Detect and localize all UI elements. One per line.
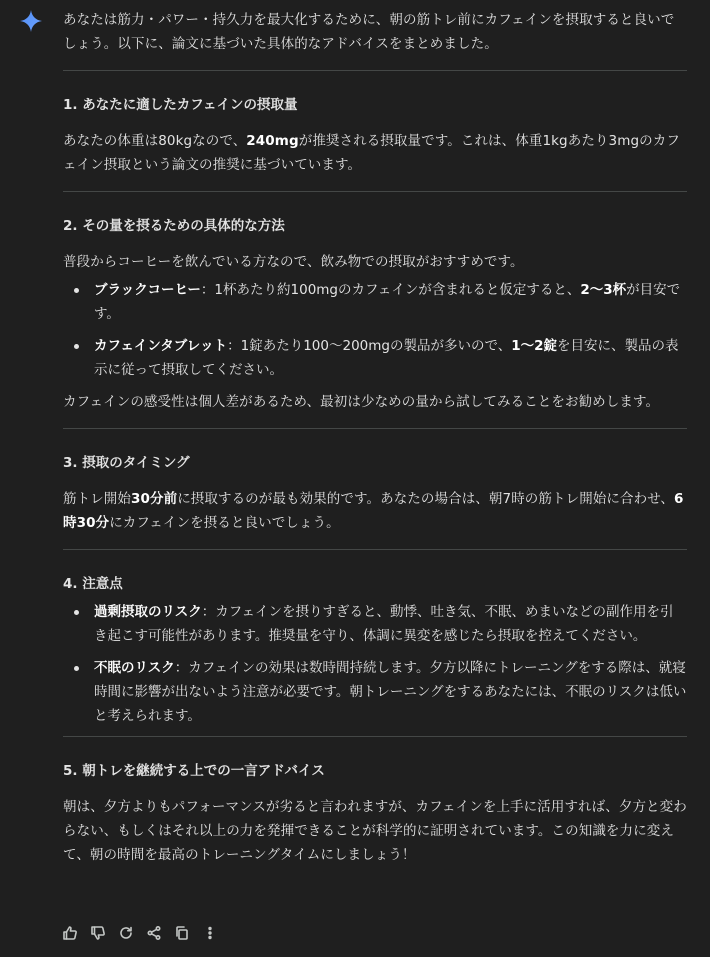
bullet-list <box>63 278 687 382</box>
section-paragraph: カフェインの感受性は個人差があるため、最初は少なめの量から試してみることをお勧めします。 <box>63 394 660 410</box>
list-item: カフェインタブレット：1錠あたり100〜200mgの製品が多いので、1〜2錠を目安に、製品の表示に従って摂取してください。 <box>94 334 687 382</box>
section-heading: 1. あなたに適したカフェインの摂取量 <box>63 97 298 113</box>
divider <box>63 549 687 550</box>
list-item: ブラックコーヒー：1杯あたり約100mgのカフェインが含まれると仮定すると、2〜3杯が目安です。 <box>94 278 687 326</box>
list-item: 不眠のリスク：カフェインの効果は数時間持続します。夕方以降にトレーニングをする際は、就寝時間に影響が出ないよう注意が必要です。朝トレーニングをするあなたには、不眠のリスクは低いと考えられます。 <box>94 656 687 728</box>
intro-paragraph: あなたは筋力・パワー・持久力を最大化するために、朝の筋トレ前にカフェインを摂取すると良いでしょう。以下に、論文に基づいた具体的なアドバイスをまとめました。 <box>63 12 675 52</box>
section-heading: 3. 摂取のタイミング <box>63 455 190 471</box>
response-actions <box>62 924 218 942</box>
list-item: 過剰摂取のリスク：カフェインを摂りすぎると、動悸、吐き気、不眠、めまいなどの副作用を引き起こす可能性があります。推奨量を守り、体調に異変を感じたら摂取を控えてください。 <box>94 600 687 648</box>
more-vert-icon[interactable] <box>202 924 218 942</box>
divider <box>63 428 687 429</box>
thumbs-up-icon[interactable] <box>62 924 78 942</box>
section-paragraph: 朝は、夕方よりもパフォーマンスが劣ると言われますが、カフェインを上手に活用すれば、夕方と変わらない、もしくはそれ以上の力を発揮できることが科学的に証明されています。この知識を力に変えて、朝の時間を最高のトレーニングタイムにしましょう！ <box>63 799 687 863</box>
section-paragraph: あなたの体重は80kgなので、240mgが推奨される摂取量です。これは、体重1kgあたり3mgのカフェイン摂取という論文の推奨に基づいています。 <box>63 133 680 173</box>
divider <box>63 70 687 71</box>
regenerate-icon[interactable] <box>118 924 134 942</box>
divider <box>63 736 687 737</box>
share-icon[interactable] <box>146 924 162 942</box>
section-heading: 4. 注意点 <box>63 576 123 592</box>
thumbs-down-icon[interactable] <box>90 924 106 942</box>
section-paragraph: 筋トレ開始30分前に摂取するのが最も効果的です。あなたの場合は、朝7時の筋トレ開始に合わせ、6時30分にカフェインを摂ると良いでしょう。 <box>63 491 684 531</box>
response-content <box>63 8 687 867</box>
section-heading: 2. その量を摂るための具体的な方法 <box>63 218 285 234</box>
bullet-list <box>63 600 687 728</box>
copy-icon[interactable] <box>174 924 190 942</box>
divider <box>63 191 687 192</box>
section-paragraph: 普段からコーヒーを飲んでいる方なので、飲み物での摂取がおすすめです。 <box>63 254 524 270</box>
gemini-sparkle-icon <box>19 9 43 33</box>
section-heading: 5. 朝トレを継続する上での一言アドバイス <box>63 763 325 779</box>
